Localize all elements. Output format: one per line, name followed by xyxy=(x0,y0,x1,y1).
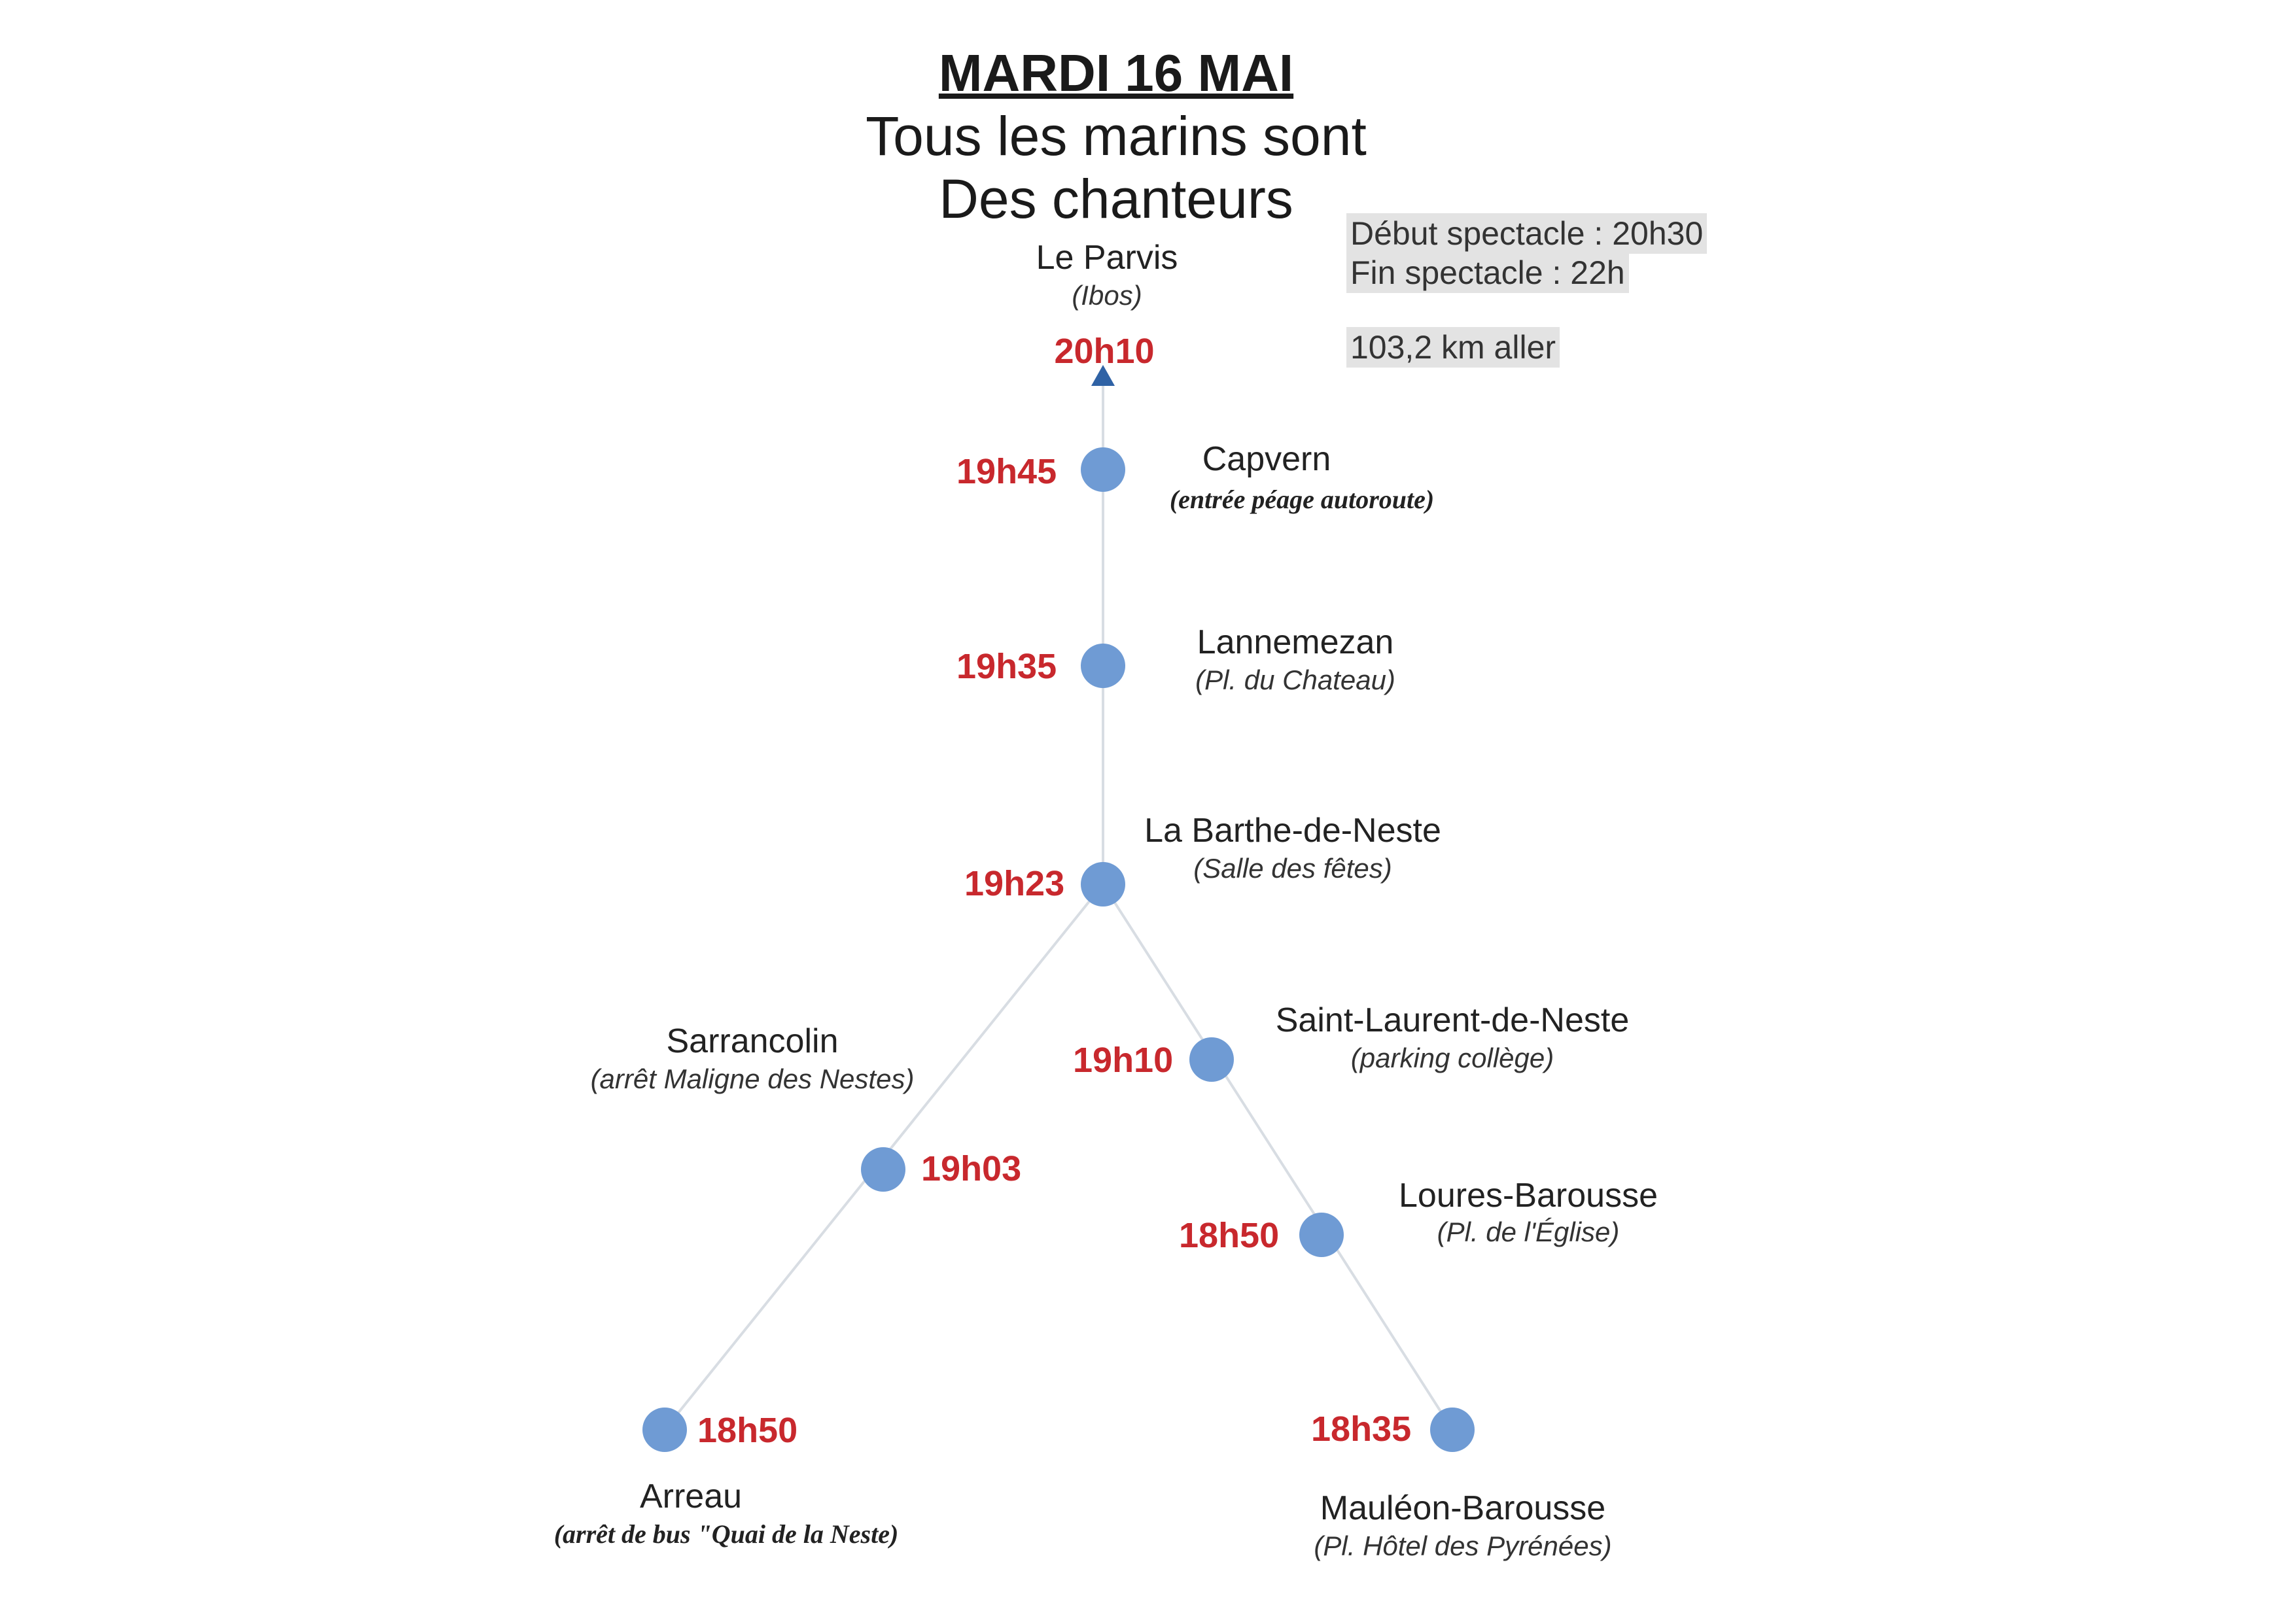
event-title-line1: Tous les marins sont xyxy=(866,105,1367,167)
stop-arreau-sub: (arrêt de bus "Quai de la Neste) xyxy=(553,1519,899,1549)
stop-capvern-time: 19h45 xyxy=(956,452,1057,491)
event-date: MARDI 16 MAI xyxy=(938,44,1294,102)
node-loures xyxy=(1299,1213,1344,1257)
stop-loures-time: 18h50 xyxy=(1179,1216,1280,1255)
stop-mauleon-time: 18h35 xyxy=(1311,1409,1412,1449)
stop-parvis-name: Le Parvis xyxy=(1036,239,1178,277)
stop-saintlaurent-time: 19h10 xyxy=(1073,1041,1174,1080)
stop-capvern-name: Capvern xyxy=(1202,440,1331,478)
show-end-time: Fin spectacle : 22h xyxy=(1346,252,1629,293)
route-line-right-branch xyxy=(1103,884,1452,1430)
stop-capvern-sub: (entrée péage autoroute) xyxy=(1169,485,1435,514)
stop-mauleon-sub: (Pl. Hôtel des Pyrénées) xyxy=(1314,1530,1612,1561)
stop-arreau-name: Arreau xyxy=(639,1477,743,1515)
node-barthe xyxy=(1081,862,1125,907)
node-sarrancolin xyxy=(861,1147,905,1192)
node-saintlaurent xyxy=(1189,1037,1234,1082)
stop-lannemezan-time: 19h35 xyxy=(956,647,1057,686)
node-lannemezan xyxy=(1081,644,1125,688)
stop-sarrancolin-time: 19h03 xyxy=(921,1149,1022,1188)
event-title-line2: Des chanteurs xyxy=(939,168,1293,230)
stop-lannemezan-name: Lannemezan xyxy=(1197,623,1394,661)
show-start-time: Début spectacle : 20h30 xyxy=(1346,213,1707,254)
stop-arreau-time: 18h50 xyxy=(697,1411,798,1450)
node-capvern xyxy=(1081,447,1125,492)
stop-barthe-time: 19h23 xyxy=(964,864,1065,903)
stop-parvis-time: 20h10 xyxy=(1054,332,1155,371)
node-mauleon xyxy=(1430,1408,1475,1452)
stop-mauleon-name: Mauléon-Barousse xyxy=(1320,1489,1606,1527)
node-arreau xyxy=(642,1408,687,1452)
stop-saintlaurent-sub: (parking collège) xyxy=(1350,1043,1554,1073)
stop-sarrancolin-name: Sarrancolin xyxy=(666,1022,839,1060)
stop-sarrancolin-sub: (arrêt Maligne des Nestes) xyxy=(590,1063,915,1094)
trip-distance: 103,2 km aller xyxy=(1346,327,1560,368)
stop-loures-name: Loures-Barousse xyxy=(1399,1177,1658,1215)
stop-loures-sub: (Pl. de l'Église) xyxy=(1437,1217,1620,1247)
stop-barthe-sub: (Salle des fêtes) xyxy=(1193,853,1392,884)
stop-barthe-name: La Barthe-de-Neste xyxy=(1144,812,1441,850)
stop-saintlaurent-name: Saint-Laurent-de-Neste xyxy=(1275,1001,1630,1039)
stop-parvis-sub: (Ibos) xyxy=(1072,280,1142,311)
stop-lannemezan-sub: (Pl. du Chateau) xyxy=(1195,665,1395,695)
